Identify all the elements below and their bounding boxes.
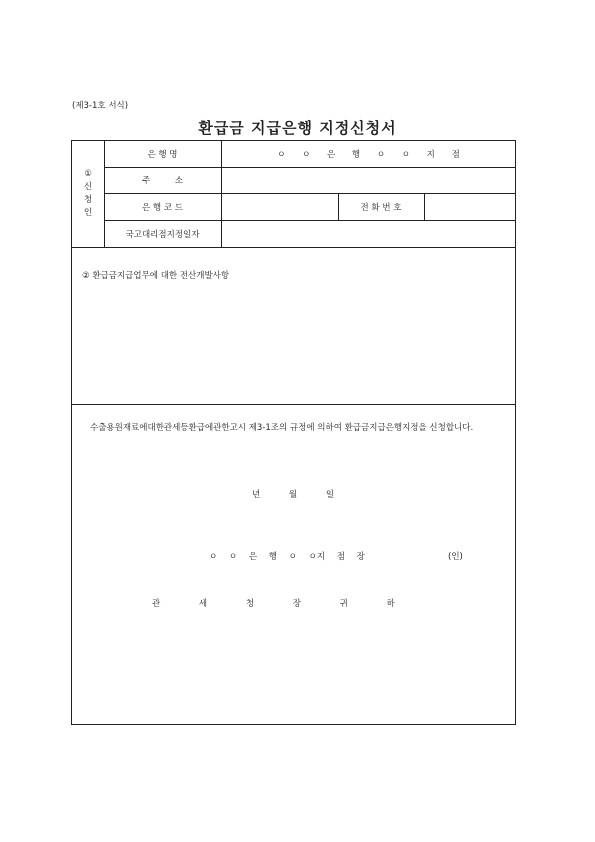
development-items-label: ② 환급금지급업무에 대한 전산개발사항 — [82, 271, 230, 281]
development-items-area[interactable] — [72, 286, 515, 401]
designation-date-label: 국고대리점지정일자 — [125, 229, 200, 240]
address-field[interactable] — [221, 167, 516, 193]
form-number: (제3-1호 서식) — [72, 101, 129, 111]
applicant-char: 인 — [83, 208, 93, 218]
applicant-side-label — [72, 141, 104, 247]
section-divider — [72, 247, 515, 248]
phone-field[interactable] — [424, 193, 516, 220]
date-line: 년 월 일 — [252, 490, 335, 500]
form-frame — [71, 140, 516, 725]
designation-date-field[interactable] — [221, 220, 516, 247]
section-divider — [72, 404, 515, 405]
bank-code-label: 은 행 코 드 — [142, 202, 183, 213]
declaration-text: 수출용원재료에대한관세등환급에관한고시 제3-1조의 규정에 의하여 환급금지급은행지정을 신청합니다. — [90, 423, 474, 433]
signer-name: ㅇ ㅇ 은 행 ㅇ ㅇ지 점 장 — [209, 552, 365, 562]
address-label: 주 소 — [141, 176, 184, 186]
form-title: 환급금 지급은행 지정신청서 — [198, 119, 397, 137]
bank-name-label: 은 행 명 — [147, 150, 178, 160]
bank-code-field[interactable] — [221, 193, 338, 220]
applicant-char: 신 — [83, 182, 93, 192]
bank-name-value[interactable]: ㅇ ㅇ 은 행 ㅇ ㅇ 지 점 — [277, 150, 460, 160]
phone-label: 전 화 번 호 — [360, 202, 402, 213]
recipient: 관 세 청 장 귀 하 — [152, 599, 395, 609]
applicant-number: ① — [84, 169, 92, 179]
applicant-char: 청 — [83, 195, 93, 205]
seal-mark: (인) — [448, 552, 463, 562]
